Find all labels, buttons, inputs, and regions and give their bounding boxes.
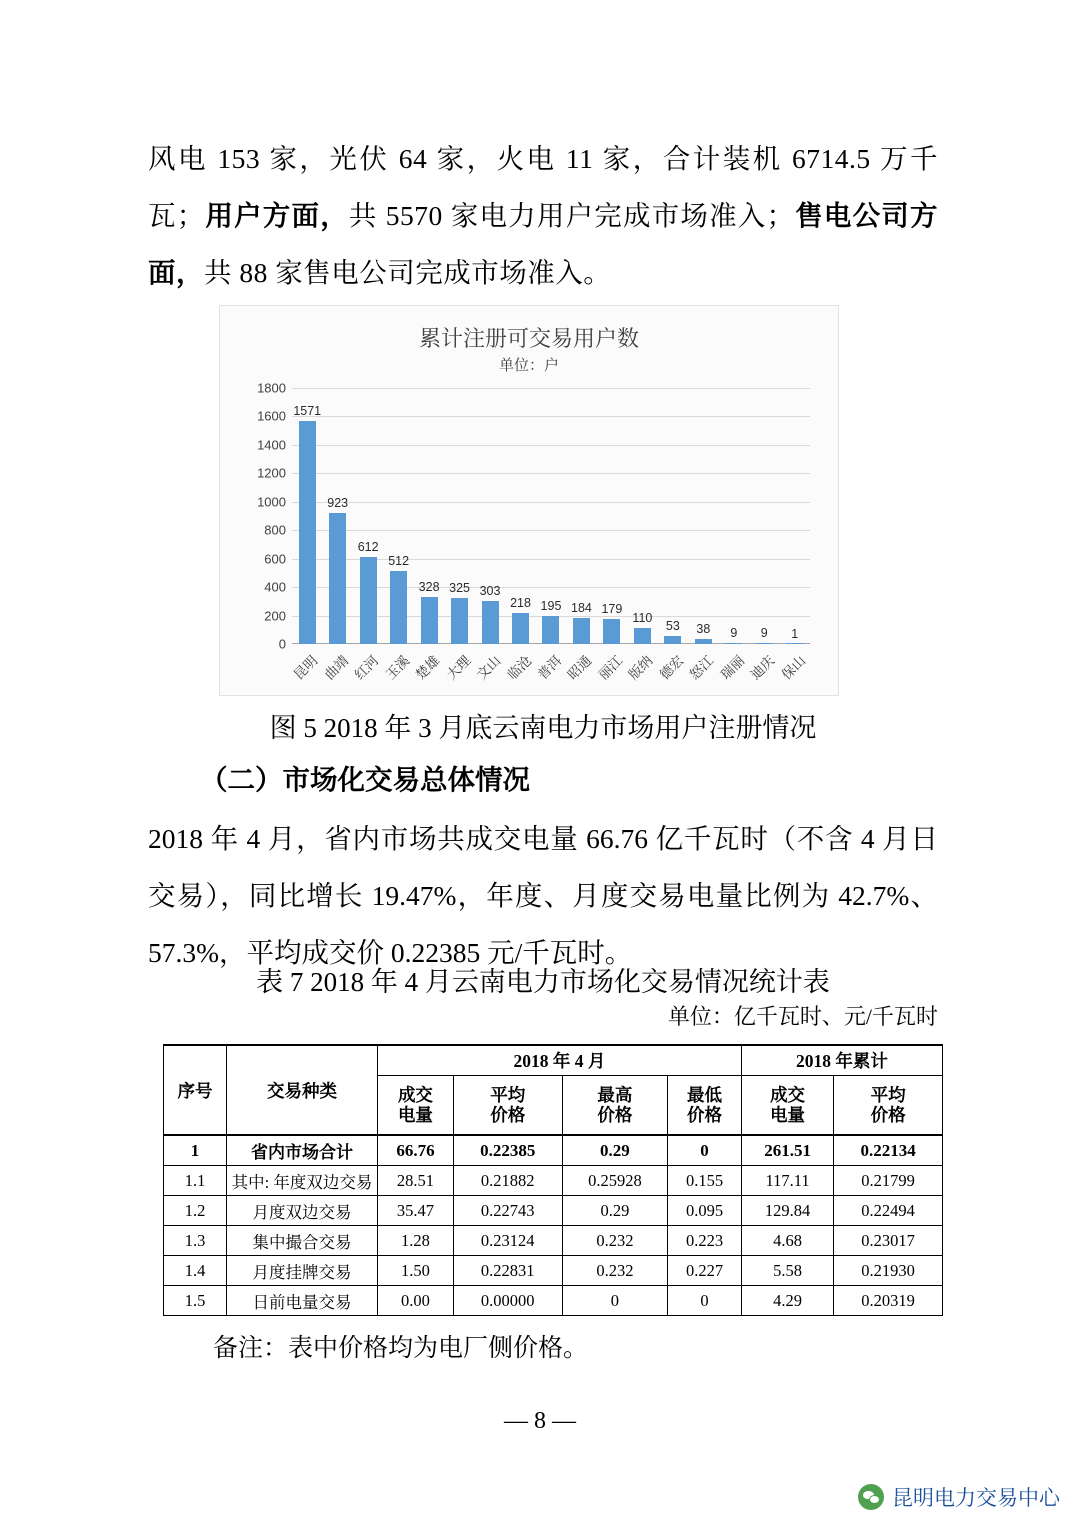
- x-tick-label: 玉溪: [382, 652, 413, 683]
- x-tick-label: 普洱: [534, 652, 565, 683]
- x-label-wrap: [504, 646, 535, 706]
- bar: [451, 598, 468, 644]
- x-tick-label: 保山: [778, 652, 809, 683]
- paragraph-trading-summary: 2018 年 4 月，省内市场共成交电量 66.76 亿千瓦时（不含 4 月日交易），同比增长 19.47%，年度、月度交易电量比例为 42.7%、57.3%，平均成交价 0.22385 元/千瓦时。: [148, 823, 938, 968]
- table-cell: 1.5: [164, 1286, 227, 1316]
- bar-chart-registered-users: [219, 305, 839, 696]
- chart-plot-area: [257, 380, 810, 683]
- x-tick-label: 临沧: [504, 652, 534, 683]
- table-cell: 1.28: [378, 1226, 454, 1256]
- y-tick-label: 800: [264, 522, 286, 538]
- table-cell: 0.21799: [834, 1166, 943, 1196]
- table-cell: 0.22385: [453, 1135, 562, 1166]
- x-tick-label: 文山: [473, 652, 504, 683]
- bar-column: [750, 388, 778, 644]
- table-row: [164, 1226, 943, 1256]
- x-tick-label: 怒江: [687, 652, 717, 683]
- bar-value-label: 184: [571, 600, 592, 615]
- bar: [634, 628, 651, 644]
- bar-column: [354, 388, 382, 644]
- x-label-wrap: [689, 646, 717, 706]
- x-tick-label: 红河: [351, 652, 382, 683]
- table-cell: 0.232: [562, 1256, 668, 1286]
- y-tick-label: 600: [264, 551, 286, 567]
- bar-column: [385, 388, 413, 644]
- chart-subtitle: 单位：户: [498, 358, 559, 374]
- bar-value-label: 612: [357, 539, 379, 554]
- table-cell: 4.68: [741, 1226, 833, 1256]
- table-cell: 129.84: [741, 1196, 833, 1226]
- table-cell: 1.2: [164, 1196, 227, 1226]
- bar: [421, 597, 438, 644]
- bar-column: [598, 388, 626, 644]
- table-row: [164, 1166, 943, 1196]
- footer-brand-badge: [858, 1482, 1060, 1512]
- table-cell: 1.3: [164, 1226, 227, 1256]
- y-tick-label: 400: [264, 579, 286, 595]
- x-label-wrap: [595, 646, 626, 706]
- bar: [695, 639, 712, 644]
- bar-value-label: 328: [418, 580, 440, 595]
- bar-column: [293, 388, 321, 644]
- table-cell: 0.29: [562, 1196, 668, 1226]
- bar-value-label: 303: [479, 583, 501, 598]
- bar-value-label: 9: [760, 625, 768, 640]
- table-cell: 集中撮合交易: [227, 1226, 378, 1256]
- bar-value-label: 923: [327, 495, 349, 510]
- x-tick-label: 楚雄: [412, 652, 443, 683]
- bar: [573, 618, 590, 644]
- table-header-cell: 平均 价格: [453, 1076, 562, 1136]
- table-cell: 省内市场合计: [227, 1135, 378, 1166]
- x-label-wrap: [656, 646, 687, 706]
- bar-value-label: 512: [388, 554, 410, 569]
- y-tick-label: 1600: [257, 408, 286, 424]
- trading-statistics-table: [163, 1044, 943, 1316]
- table-header-group-row: [164, 1045, 943, 1076]
- table-cell: 0.00: [378, 1286, 454, 1316]
- paragraph-run-0: 风电 153 家，光伏 64 家，火电 11 家，合计装机 6714.5 万千瓦；: [148, 143, 938, 231]
- table-row: [164, 1135, 943, 1166]
- bar: [603, 619, 620, 644]
- table-header-type: 交易种类: [227, 1045, 378, 1135]
- bar-value-label: 110: [632, 611, 653, 626]
- bar-column: [689, 388, 717, 644]
- table-cell: 0.22743: [453, 1196, 562, 1226]
- x-label-wrap: [567, 646, 595, 706]
- table-header-seq: 序号: [164, 1045, 227, 1135]
- table-cell: 0.23124: [453, 1226, 562, 1256]
- table-header-ytd-group: 2018 年累计: [741, 1045, 942, 1076]
- table-cell: 1: [164, 1135, 227, 1166]
- table-header-cell: 平均 价格: [834, 1076, 943, 1136]
- table-row: [164, 1286, 943, 1316]
- table-cell: 4.29: [741, 1286, 833, 1316]
- table-cell: 0.22494: [834, 1196, 943, 1226]
- y-tick-label: 1800: [257, 380, 286, 396]
- y-tick-label: 1200: [257, 465, 286, 481]
- table-cell: 5.58: [741, 1256, 833, 1286]
- y-tick-label: 0: [278, 636, 286, 652]
- x-label-wrap: [778, 646, 809, 706]
- table-cell: 0.20319: [834, 1286, 943, 1316]
- chart-y-axis: [244, 380, 286, 652]
- chart-bars: [292, 388, 810, 644]
- paragraph-run-1: 用户方面，: [204, 200, 349, 231]
- x-label-wrap: [351, 646, 382, 706]
- x-label-wrap: [321, 646, 352, 706]
- bar: [329, 513, 346, 644]
- table-cell: 1.1: [164, 1166, 227, 1196]
- x-label-wrap: [534, 646, 565, 706]
- table-cell: 日前电量交易: [227, 1286, 378, 1316]
- x-label-wrap: [412, 646, 443, 706]
- table-header-cell: 最高 价格: [562, 1076, 668, 1136]
- bar-value-label: 9: [730, 625, 738, 640]
- x-tick-label: 大理: [443, 652, 474, 683]
- table-cell: 0.095: [668, 1196, 742, 1226]
- table-unit: 单位：亿千瓦时、元/千瓦时: [667, 1004, 938, 1029]
- table-cell: 0.21882: [453, 1166, 562, 1196]
- bar-column: [415, 388, 443, 644]
- table-caption: 表 7 2018 年 4 月云南电力市场化交易情况统计表: [256, 967, 830, 997]
- table-cell: 0: [562, 1286, 668, 1316]
- y-tick-label: 1400: [257, 437, 286, 453]
- bar-column: [628, 388, 656, 644]
- paragraph-run-4: 共 88 家售电公司完成市场准入。: [204, 257, 612, 288]
- bar-value-label: 179: [601, 601, 623, 616]
- table-cell: 66.76: [378, 1135, 454, 1166]
- wechat-icon: [858, 1484, 884, 1510]
- x-label-wrap: [443, 646, 474, 706]
- paragraph-run-3: 售电公司方面，: [148, 200, 939, 288]
- table-cell: 月度双边交易: [227, 1196, 378, 1226]
- bar: [786, 643, 803, 644]
- x-tick-label: 曲靖: [321, 652, 352, 683]
- bar-value-label: 195: [540, 599, 562, 614]
- table-cell: 0.155: [668, 1166, 742, 1196]
- table-cell: 28.51: [378, 1166, 454, 1196]
- paragraph-run-2: 共 5570 家电力用户完成市场准入；: [348, 200, 795, 231]
- bar: [542, 616, 559, 644]
- bar-value-label: 38: [696, 621, 711, 636]
- table-cell: 其中: 年度双边交易: [227, 1166, 378, 1196]
- table-header-cell: 最低 价格: [668, 1076, 742, 1136]
- table-cell: 0.23017: [834, 1226, 943, 1256]
- x-tick-label: 版纳: [626, 652, 656, 683]
- bar: [756, 643, 773, 644]
- bar: [390, 571, 407, 644]
- x-tick-label: 德宏: [656, 652, 687, 683]
- x-tick-label: 丽江: [595, 652, 626, 683]
- table-note: 备注：表中价格均为电厂侧价格。: [213, 1335, 589, 1362]
- bar-column: [720, 388, 748, 644]
- table-cell: 0.00000: [453, 1286, 562, 1316]
- bar-value-label: 325: [449, 580, 470, 595]
- page-number: — 8 —: [504, 1408, 576, 1434]
- bar: [360, 557, 377, 644]
- table-row: [164, 1256, 943, 1286]
- table-cell: 0.232: [562, 1226, 668, 1256]
- chart-title: 累计注册可交易用户数: [418, 326, 639, 351]
- x-tick-label: 瑞丽: [717, 652, 748, 683]
- bar-value-label: 218: [510, 596, 531, 610]
- table-row: [164, 1196, 943, 1226]
- table-cell: 月度挂牌交易: [227, 1256, 378, 1286]
- bar: [664, 636, 681, 644]
- table-header-cell: 成交 电量: [378, 1076, 454, 1136]
- table-cell: 0.22134: [834, 1135, 943, 1166]
- table-cell: 117.11: [741, 1166, 833, 1196]
- table-cell: 35.47: [378, 1196, 454, 1226]
- table-cell: 0.223: [668, 1226, 742, 1256]
- table-cell: 0.25928: [562, 1166, 668, 1196]
- table-cell: 1.50: [378, 1256, 454, 1286]
- bar-column: [781, 388, 809, 644]
- table-header-cell: 成交 电量: [741, 1076, 833, 1136]
- bar-column: [659, 388, 687, 644]
- table-cell: 0: [668, 1286, 742, 1316]
- table-header-month-group: 2018 年 4 月: [378, 1045, 742, 1076]
- x-label-wrap: [382, 646, 413, 706]
- x-tick-label: 昆明: [290, 652, 321, 683]
- x-label-wrap: [473, 646, 504, 706]
- x-label-wrap: [750, 646, 778, 706]
- y-tick-label: 1000: [257, 494, 286, 510]
- bar: [299, 421, 316, 644]
- x-label-wrap: [628, 646, 656, 706]
- footer-brand-label: 昆明电力交易中心: [892, 1487, 1060, 1510]
- bar: [725, 643, 742, 644]
- bar-column: [446, 388, 474, 644]
- bar-value-label: 1571: [293, 403, 322, 418]
- bar-value-label: 1: [791, 626, 799, 641]
- table-cell: 0.21930: [834, 1256, 943, 1286]
- table-cell: 0.227: [668, 1256, 742, 1286]
- x-tick-label: 迪庆: [748, 652, 778, 683]
- chart-x-axis-labels: [292, 646, 810, 706]
- table-cell: 0.29: [562, 1135, 668, 1166]
- x-tick-label: 昭通: [565, 652, 595, 683]
- x-label-wrap: [290, 646, 321, 706]
- table-cell: 0: [668, 1135, 742, 1166]
- table-cell: 1.4: [164, 1256, 227, 1286]
- bar-value-label: 53: [665, 619, 680, 634]
- figure-caption: 图 5 2018 年 3 月底云南电力市场用户注册情况: [269, 713, 817, 743]
- x-label-wrap: [717, 646, 748, 706]
- paragraph-market-access: [148, 130, 938, 301]
- table-cell: 261.51: [741, 1135, 833, 1166]
- bar: [482, 601, 499, 644]
- y-tick-label: 200: [264, 608, 286, 624]
- section-heading: （二）市场化交易总体情况: [200, 764, 530, 795]
- bar-column: [324, 388, 352, 644]
- table-cell: 0.22831: [453, 1256, 562, 1286]
- bar: [512, 613, 529, 644]
